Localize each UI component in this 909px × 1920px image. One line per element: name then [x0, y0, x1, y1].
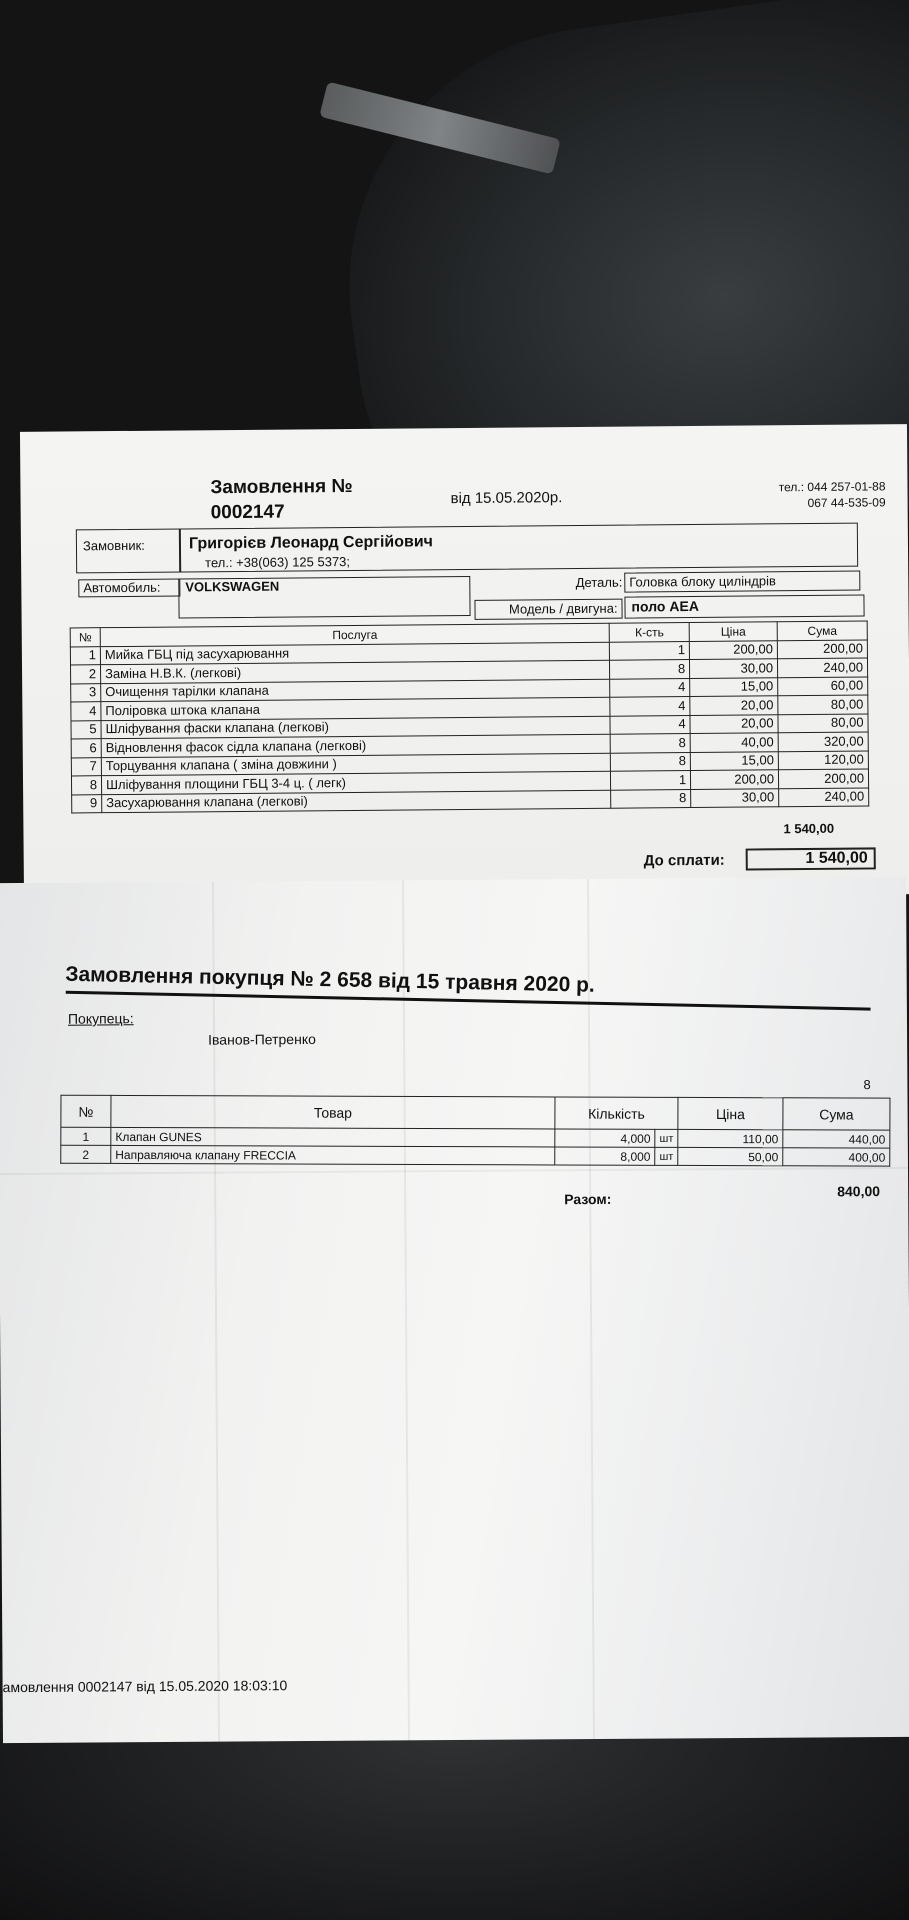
service-order-sheet	[20, 424, 909, 902]
cell-name: Торцування клапана ( зміна довжини )	[101, 753, 610, 776]
buyer-name: Іванов-Петренко	[208, 1030, 316, 1048]
cell-sum: 400,00	[783, 1148, 890, 1166]
cell-sum: 200,00	[777, 639, 867, 658]
pay-label: До сплати:	[643, 851, 725, 870]
cell-n: 4	[71, 702, 101, 721]
cell-price: 15,00	[690, 677, 778, 696]
col-price: Ціна	[689, 622, 777, 641]
cell-price: 200,00	[689, 640, 777, 659]
col-number: №	[61, 1095, 111, 1127]
cell-price: 110,00	[678, 1129, 783, 1147]
cell-sum: 120,00	[778, 750, 868, 769]
col-sum: Сума	[777, 621, 867, 640]
col-qty: К-сть	[609, 623, 689, 642]
col-service: Послуга	[100, 623, 609, 646]
cell-qty: 4	[610, 697, 690, 716]
paper-fold	[402, 880, 410, 1740]
cell-name: Заміна Н.В.К. (легкові)	[100, 660, 609, 683]
cell-qty: 4	[610, 715, 690, 734]
paper-fold	[212, 882, 220, 1742]
col-number: №	[70, 628, 100, 647]
order-phones	[779, 478, 886, 511]
page-number: 8	[863, 1077, 871, 1093]
model-value: поло AEA	[624, 595, 864, 619]
order-title	[210, 474, 353, 525]
cell-price: 30,00	[691, 788, 779, 807]
vehicle-box	[76, 571, 858, 622]
customer-name: Григорієв Леонард Сергійович	[188, 533, 433, 553]
col-sum: Сума	[783, 1098, 890, 1130]
cell-n: 8	[71, 776, 101, 795]
cell-qty: 8	[611, 752, 691, 771]
cell-qty: 8	[610, 734, 690, 753]
detail-label: Деталь:	[575, 574, 623, 591]
cell-qty: 8,000	[555, 1147, 655, 1165]
col-goods: Товар	[111, 1095, 555, 1129]
cell-price: 40,00	[690, 733, 778, 752]
auto-label: Автомобиль:	[78, 578, 180, 597]
cell-price: 50,00	[678, 1147, 783, 1165]
cell-sum: 320,00	[778, 732, 868, 751]
cell-price: 30,00	[690, 659, 778, 678]
cell-sum: 240,00	[779, 787, 869, 806]
cell-sum: 80,00	[778, 713, 868, 732]
customer-phone: тел.: +38(063) 125 5373;	[205, 554, 351, 571]
order-number: 0002147	[210, 501, 285, 524]
cell-price: 20,00	[690, 714, 778, 733]
col-price: Ціна	[678, 1097, 783, 1129]
cell-name: Направляюча клапану FRECCIA	[111, 1145, 555, 1165]
col-qty: Кількість	[555, 1097, 678, 1129]
cell-qty: 4,000	[555, 1129, 655, 1147]
cell-qty: 4	[610, 678, 690, 697]
sum-value: 840,00	[837, 1183, 881, 1200]
cell-qty: 1	[611, 771, 691, 790]
services-table	[70, 620, 870, 813]
purchase-title: Замовлення покупця № 2 658 від 15 травня 2020 р.	[65, 962, 596, 997]
cell-unit: шт	[655, 1147, 678, 1165]
cell-name: Відновлення фасок сідла клапана (легкові)	[101, 734, 610, 757]
cell-sum: 240,00	[778, 658, 868, 677]
table-row	[61, 1145, 890, 1166]
cell-sum: 200,00	[778, 769, 868, 788]
table-header-row	[61, 1095, 890, 1130]
pay-amount: 1 540,00	[746, 847, 876, 870]
detail-value: Головка блоку циліндрів	[624, 571, 860, 593]
cell-price: 200,00	[691, 770, 779, 789]
purchase-order-sheet	[0, 877, 909, 1743]
services-total: 1 540,00	[783, 820, 835, 837]
cell-unit: шт	[655, 1129, 678, 1147]
buyer-label: Покупець:	[67, 1010, 134, 1027]
cell-price: 15,00	[690, 751, 778, 770]
cell-sum: 80,00	[778, 695, 868, 714]
cell-name: Клапан GUNES	[111, 1127, 555, 1147]
cell-name: Поліровка штока клапана	[101, 697, 610, 720]
cell-n: 7	[71, 757, 101, 776]
cell-n: 6	[71, 739, 101, 758]
paper-fold	[587, 879, 595, 1739]
customer-label: Замовник:	[82, 537, 145, 554]
cell-name: Мийка ГБЦ під засухарювання	[100, 642, 609, 665]
cell-n: 2	[61, 1145, 111, 1163]
print-footer: амовлення 0002147 від 15.05.2020 18:03:10	[2, 1677, 288, 1696]
cell-sum: 440,00	[783, 1130, 890, 1148]
phone-1: тел.: 044 257-01-88	[778, 479, 886, 495]
cell-qty: 8	[610, 660, 690, 679]
customer-box	[76, 523, 858, 574]
phone-2: 067 44-535-09	[807, 495, 886, 511]
goods-table	[60, 1095, 890, 1167]
cell-n: 5	[71, 720, 101, 739]
cell-n: 1	[70, 646, 100, 665]
cell-n: 1	[61, 1127, 111, 1145]
auto-value: VOLKSWAGEN	[178, 576, 470, 619]
order-date: від 15.05.2020р.	[450, 489, 563, 508]
order-title-label: Замовлення №	[210, 475, 353, 499]
cell-name: Шліфування площини ГБЦ 3-4 ц. ( легк)	[101, 771, 610, 794]
cell-n: 2	[71, 665, 101, 684]
paper-fold	[0, 1167, 908, 1175]
cell-name: Шліфування фаски клапана (легкові)	[101, 716, 610, 739]
cell-qty: 1	[610, 641, 690, 660]
cell-name: Засухарювання клапана (легкові)	[102, 790, 611, 813]
sum-label: Разом:	[564, 1190, 612, 1208]
cell-n: 3	[71, 683, 101, 702]
cell-price: 20,00	[690, 696, 778, 715]
cell-qty: 8	[611, 789, 691, 808]
cell-name: Очищення тарілки клапана	[101, 679, 610, 702]
cell-n: 9	[72, 794, 102, 813]
cell-sum: 60,00	[778, 676, 868, 695]
divider	[179, 529, 181, 571]
model-label: Модель / двигуна:	[474, 599, 622, 620]
